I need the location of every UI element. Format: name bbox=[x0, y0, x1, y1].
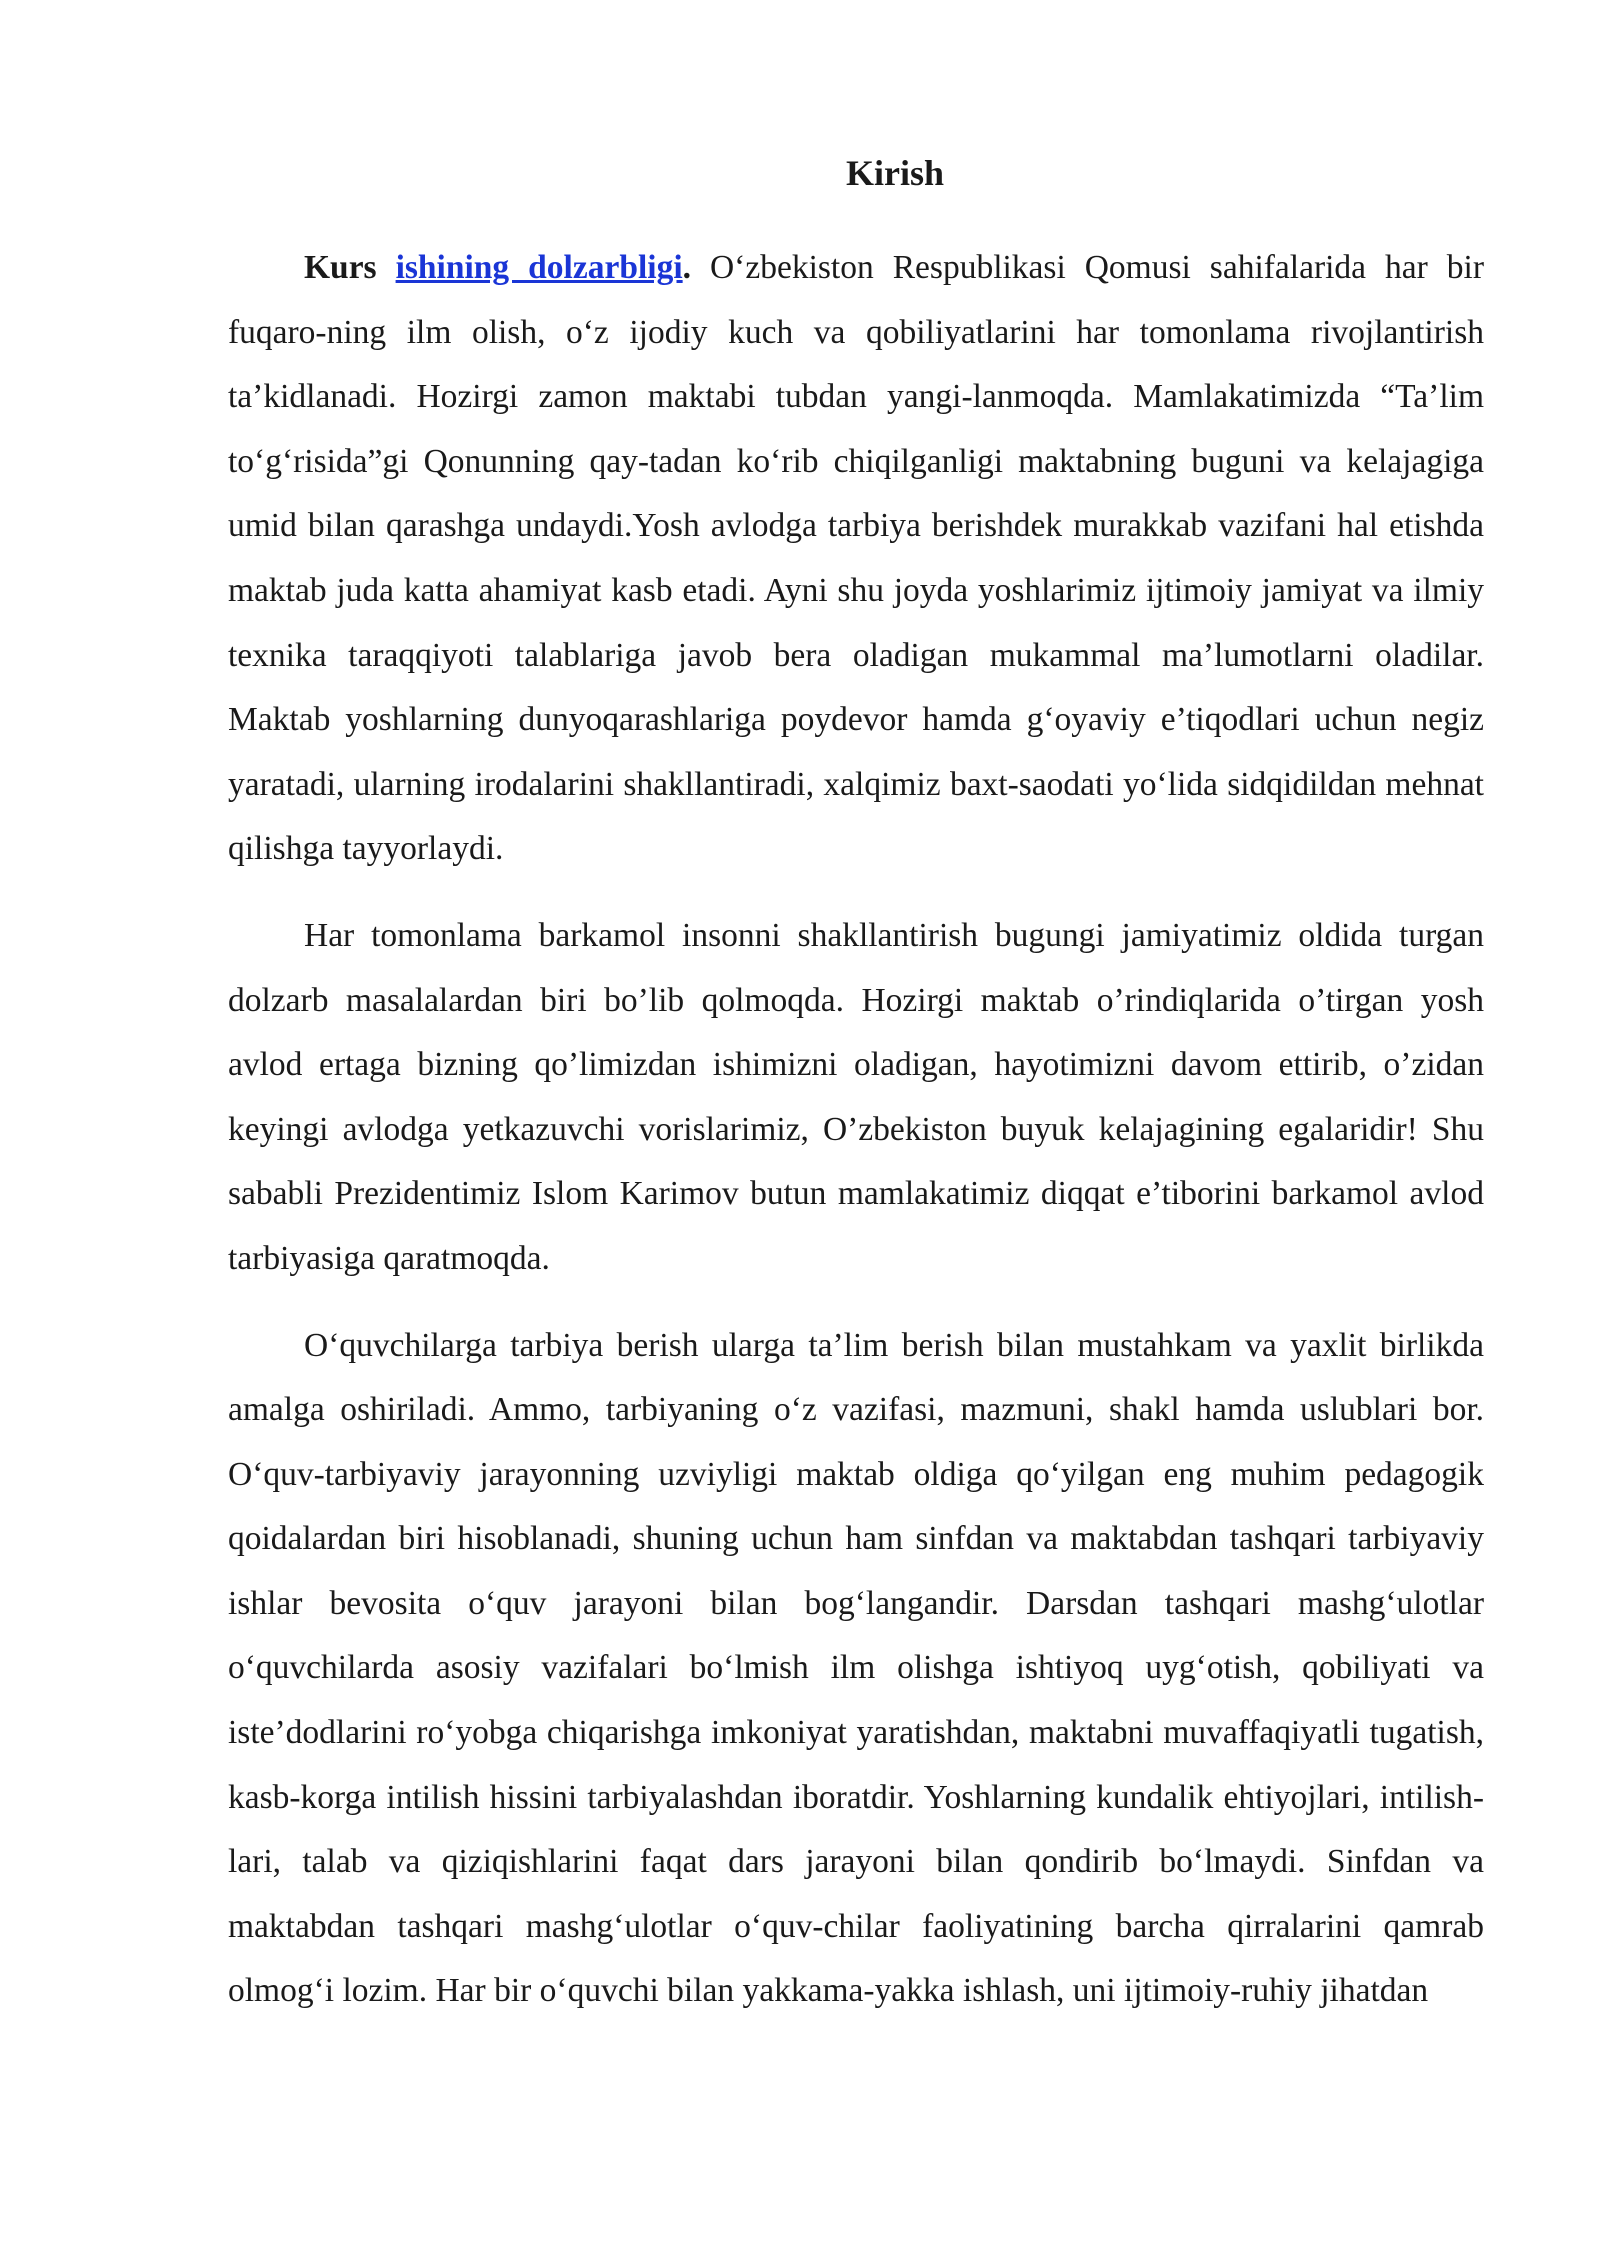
page-title: Kirish bbox=[845, 153, 944, 193]
intro-paragraph-text: O‘zbekiston Respublikasi Qomusi sahifalarida har bir fuqaro-ning ilm olish, o‘z ijodiy kuch va qobiliyatlarini har tomonlama rivojlantirish ta’kidlanadi. Hozirgi zamon maktabi tubdan yangi-lanmoqda. Mamlakatimizda “Ta’lim to‘g‘risida”gi Qonunning qay-tadan ko‘rib chiqilganligi maktabning buguni va kelajagiga umid bilan qarashga undaydi.Yosh avlodga tarbiya berishdek murakkab vazifani hal etishda maktab juda katta ahamiyat kasb etadi. Ayni shu joyda yoshlarimiz ijtimoiy jamiyat va ilmiy texnika taraqqiyoti talablariga javob bera oladigan mukammal ma’lumotlarni oladilar. Maktab yoshlarning dunyoqarashlariga poydevor hamda g‘oyaviy e’tiqodlari uchun negiz yaratadi, ularning irodalarini shakllantiradi, xalqimiz baxt-saodati yo‘lida sidqidildan mehnat qilishga tayyorlaydi. bbox=[228, 249, 1484, 868]
paragraph-2: Har tomonlama barkamol insonni shakllantirish bugungi jamiyatimiz oldida turgan dolzarb masalalardan biri bo’lib qolmoqda. Hozirgi maktab o’rindiqlarida o’tirgan yosh avlod ertaga bizning qo’limizdan ishimizni oladigan, hayotimizni davom ettirib, o’zidan keyingi avlodga yetkazuvchi vorislarimiz, O’zbekiston buyuk kelajagining egalaridir! Shu sababli Prezidentimiz Islom Karimov butun mamlakatimiz diqqat e’tiborini barkamol avlod tarbiyasiga qaratmoqda. bbox=[228, 916, 1484, 1277]
intro-bold-lead: Kurs bbox=[304, 249, 396, 286]
intro-bold-period: . bbox=[682, 249, 692, 286]
intro-paragraph bbox=[228, 236, 1484, 882]
document-body bbox=[228, 236, 1484, 2046]
dolzarblik-link[interactable]: ishining dolzarbligi bbox=[395, 249, 683, 286]
paragraph-3: O‘quvchilarga tarbiya berish ularga ta’lim berish bilan mustahkam va yaxlit birlikda amalga oshiriladi. Ammo, tarbiyaning o‘z vazifasi, mazmuni, shakl hamda uslublari bor. O‘quv-tarbiyaviy jarayonning uzviyligi maktab oldiga qo‘yilgan eng muhim pedagogik qoidalardan biri hisoblanadi, shuning uchun ham sinfdan va maktabdan tashqari tarbiyaviy ishlar bevosita o‘quv jarayoni bilan bog‘langandir. Darsdan tashqari mashg‘ulotlar o‘quvchilarda asosiy vazifalari bo‘lmish ilm olishga ishtiyoq uyg‘otish, qobiliyati va iste’dodlarini ro‘yobga chiqarishga imkoniyat yaratishdan, maktabni muvaffaqiyatli tugatish, kasb-korga intilish hissini tarbiyalashdan iboratdir. Yoshlarning kundalik ehtiyojlari, intilish-lari, talab va qiziqishlarini faqat dars jarayoni bilan qondirib bo‘lmaydi. Sinfdan va maktabdan tashqari mashg‘ulotlar o‘quv-chilar faoliyatining barcha qirralarini qamrab olmog‘i lozim. Har bir o‘quvchi bilan yakkama-yakka ishlash, uni ijtimoiy-ruhiy jihatdan bbox=[228, 1326, 1484, 2010]
